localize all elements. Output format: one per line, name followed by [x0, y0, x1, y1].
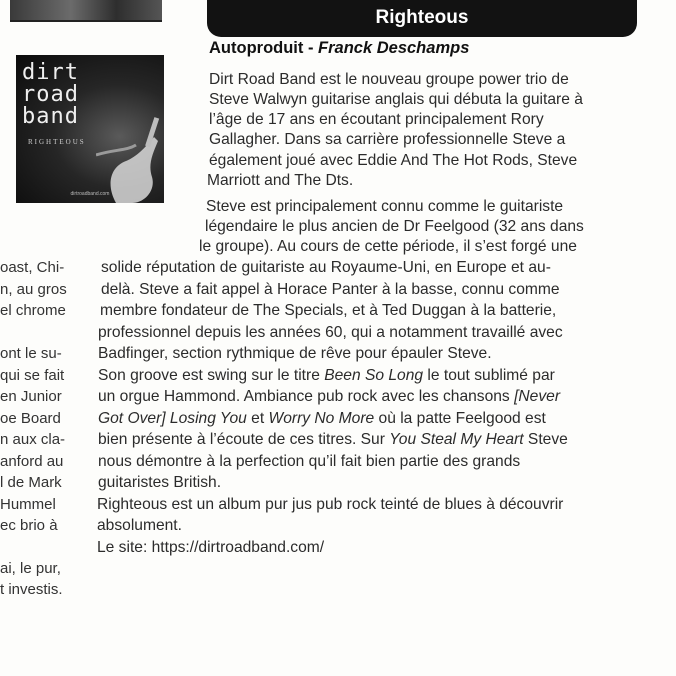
- review-line: absolument.: [97, 517, 182, 534]
- review-line: Got Over] Losing You et Worry No More où la patte Feelgood est: [98, 410, 546, 427]
- review-line: Dirt Road Band est le nouveau groupe power trio de: [209, 71, 569, 88]
- cover-album-title: RIGHTEOUS: [28, 138, 86, 146]
- review-line: Son groove est swing sur le titre Been So Long le tout sublimé par: [98, 367, 555, 384]
- review-line: delà. Steve a fait appel à Horace Panter à la basse, connu comme: [101, 281, 560, 298]
- review-line: Steve Walwyn guitarise anglais qui débuta la guitare à: [209, 91, 583, 108]
- review-title: Righteous: [375, 7, 469, 28]
- review-line: également joué avec Eddie And The Hot Rods, Steve: [209, 152, 578, 169]
- review-line: guitaristes British.: [98, 474, 222, 491]
- song-title: Worry No More: [268, 410, 375, 427]
- review-line: un orgue Hammond. Ambiance pub rock avec les chansons [Never: [98, 388, 561, 405]
- left-column-line: ai, le pur,: [0, 560, 61, 577]
- song-title: You Steal My Heart: [389, 431, 524, 448]
- review-line: Badfinger, section rythmique de rêve pour épauler Steve.: [98, 345, 492, 362]
- left-column-line: n, au gros: [0, 281, 67, 298]
- cover-band-name: dirt road band: [22, 60, 79, 129]
- review-line: nous démontre à la perfection qu’il fait bien partie des grands: [98, 453, 521, 470]
- review-line: professionnel depuis les années 60, qui a notamment travaillé avec: [98, 324, 563, 341]
- left-column-line: n aux cla-: [0, 431, 66, 448]
- review-line: Steve est principalement connu comme le guitariste: [206, 198, 564, 215]
- review-title-banner: [207, 0, 637, 37]
- review-line: légendaire le plus ancien de Dr Feelgood (32 ans dans: [205, 218, 584, 235]
- previous-article-photo: [10, 0, 162, 22]
- label-name: Autoproduit -: [209, 39, 319, 57]
- review-line: bien présente à l’écoute de ces titres. Sur You Steal My Heart Steve: [98, 431, 568, 448]
- review-line: solide réputation de guitariste au Royaume-Uni, en Europe et au-: [101, 259, 551, 276]
- left-column-line: anford au: [0, 453, 64, 470]
- review-line: l’âge de 17 ans en écoutant principalement Rory: [209, 111, 544, 128]
- review-website-line: Le site: https://dirtroadband.com/: [97, 539, 325, 556]
- left-column-line: qui se fait: [0, 367, 65, 384]
- left-column-line: t investis.: [0, 581, 63, 598]
- review-line: Marriott and The Dts.: [207, 172, 354, 189]
- review-byline: [209, 39, 469, 58]
- review-line: Gallagher. Dans sa carrière professionnelle Steve a: [209, 131, 566, 148]
- left-column-line: en Junior: [0, 388, 62, 405]
- song-title: Been So Long: [324, 367, 424, 384]
- song-title: [Never: [514, 388, 561, 405]
- author-name: Franck Deschamps: [318, 39, 470, 57]
- left-column-line: l de Mark: [0, 474, 62, 491]
- left-column-line: oe Board: [0, 410, 61, 427]
- left-column-line: Hummel: [0, 496, 56, 513]
- review-line: le groupe). Au cours de cette période, il s’est forgé une: [199, 238, 577, 255]
- cover-url: dirtroadband.com: [70, 191, 110, 197]
- album-cover: [16, 55, 164, 203]
- left-column-line: ont le su-: [0, 345, 62, 362]
- guitar-graphic: [96, 115, 164, 203]
- left-column-line: oast, Chi-: [0, 259, 65, 276]
- left-column-line: ec brio à: [0, 517, 58, 534]
- song-title: Got Over] Losing You: [98, 410, 247, 427]
- review-line: membre fondateur de The Specials, et à Ted Duggan à la batterie,: [100, 302, 557, 319]
- review-line: Righteous est un album pur jus pub rock teinté de blues à découvrir: [97, 496, 564, 513]
- left-column-line: el chrome: [0, 302, 66, 319]
